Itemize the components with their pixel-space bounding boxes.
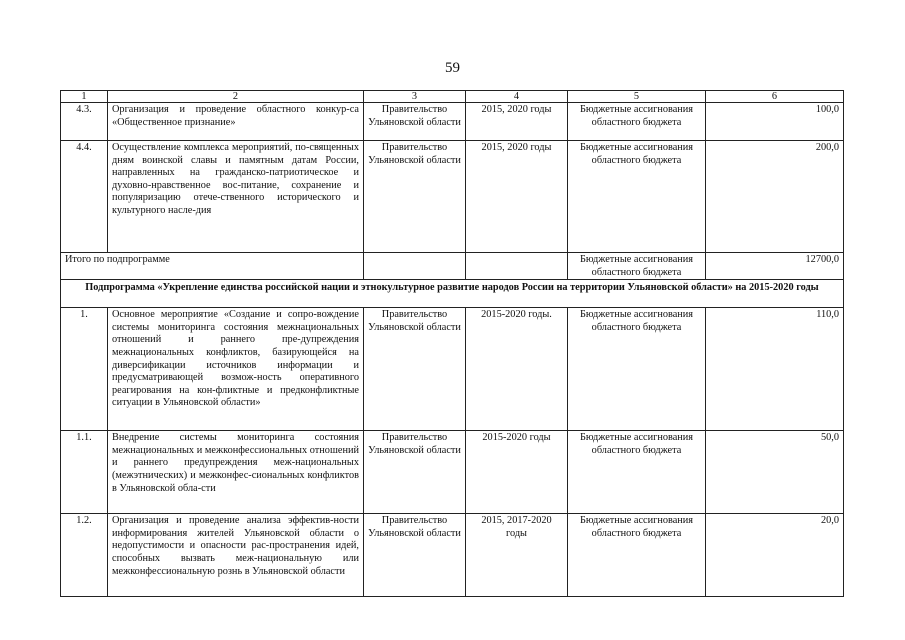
- row-amount: 20,0: [706, 514, 844, 597]
- total-label: Итого по подпрограмме: [61, 253, 364, 280]
- row-description: Осуществление комплекса мероприятий, по-священных дням воинской славы и памятным датам России, направленных на гражданско-патриотическое и духовно-нравственное вос-питание, сохранение и популяризацию отече-ственного исторического и культурного насле-дия: [108, 141, 364, 253]
- header-cell: 5: [568, 91, 706, 103]
- total-row: [61, 253, 844, 280]
- total-amount: 12700,0: [706, 253, 844, 280]
- subprogram-row: [61, 280, 844, 308]
- empty-cell: [466, 253, 568, 280]
- row-years: 2015-2020 годы: [466, 431, 568, 514]
- row-number: 4.4.: [61, 141, 108, 253]
- header-cell: 6: [706, 91, 844, 103]
- row-executor: Правительство Ульяновской области: [364, 103, 466, 141]
- row-funding-source: Бюджетные ассигнования областного бюджета: [568, 103, 706, 141]
- row-years: 2015, 2020 годы: [466, 141, 568, 253]
- row-executor: Правительство Ульяновской области: [364, 141, 466, 253]
- table-row: [61, 514, 844, 597]
- row-years: 2015, 2020 годы: [466, 103, 568, 141]
- table-row: [61, 308, 844, 431]
- header-cell: 4: [466, 91, 568, 103]
- row-description: Организация и проведение областного конкур-са «Общественное признание»: [108, 103, 364, 141]
- row-years: 2015-2020 годы.: [466, 308, 568, 431]
- row-funding-source: Бюджетные ассигнования областного бюджета: [568, 514, 706, 597]
- row-description: Организация и проведение анализа эффектив-ности информирования жителей Ульяновской области о недопустимости и опасности рас-пространения идей, способных вызвать меж-национальную или межконфессиональную рознь в Ульяновской области: [108, 514, 364, 597]
- row-funding-source: Бюджетные ассигнования областного бюджета: [568, 431, 706, 514]
- row-amount: 110,0: [706, 308, 844, 431]
- row-executor: Правительство Ульяновской области: [364, 431, 466, 514]
- header-cell: 3: [364, 91, 466, 103]
- row-description: Основное мероприятие «Создание и сопро-вождение системы мониторинга состояния межнациональных отношений и раннего пре-дупреждения межнациональных конфликтов, базирующейся на диверсификации источников информации и предусматривающей возмож-ность оперативного реагирования на кон-фликтные и предконфликтные ситуации в Ульяновской области»: [108, 308, 364, 431]
- row-number: 1.1.: [61, 431, 108, 514]
- page-number: 59: [445, 60, 460, 76]
- row-number: 4.3.: [61, 103, 108, 141]
- table-row: [61, 431, 844, 514]
- header-cell: 2: [108, 91, 364, 103]
- row-executor: Правительство Ульяновской области: [364, 514, 466, 597]
- total-funding-source: Бюджетные ассигнования областного бюджета: [568, 253, 706, 280]
- row-amount: 50,0: [706, 431, 844, 514]
- row-amount: 100,0: [706, 103, 844, 141]
- empty-cell: [364, 253, 466, 280]
- row-years: 2015, 2017-2020 годы: [466, 514, 568, 597]
- header-cell: 1: [61, 91, 108, 103]
- row-funding-source: Бюджетные ассигнования областного бюджета: [568, 141, 706, 253]
- row-executor: Правительство Ульяновской области: [364, 308, 466, 431]
- row-description: Внедрение системы мониторинга состояния межнациональных и межконфессиональных отношений и раннего предупреждения меж-национальных (межэтнических) и межконфес-сиональных конфликтов в Ульяновской обла-сти: [108, 431, 364, 514]
- row-amount: 200,0: [706, 141, 844, 253]
- header-row: [61, 91, 844, 103]
- program-table: [60, 90, 844, 597]
- row-number: 1.: [61, 308, 108, 431]
- subprogram-title: Подпрограмма «Укрепление единства российской нации и этнокультурное развитие народов России на территории Ульяновской области» на 2015-2020 годы: [61, 280, 844, 308]
- row-funding-source: Бюджетные ассигнования областного бюджета: [568, 308, 706, 431]
- table-row: [61, 103, 844, 141]
- row-number: 1.2.: [61, 514, 108, 597]
- table-row: [61, 141, 844, 253]
